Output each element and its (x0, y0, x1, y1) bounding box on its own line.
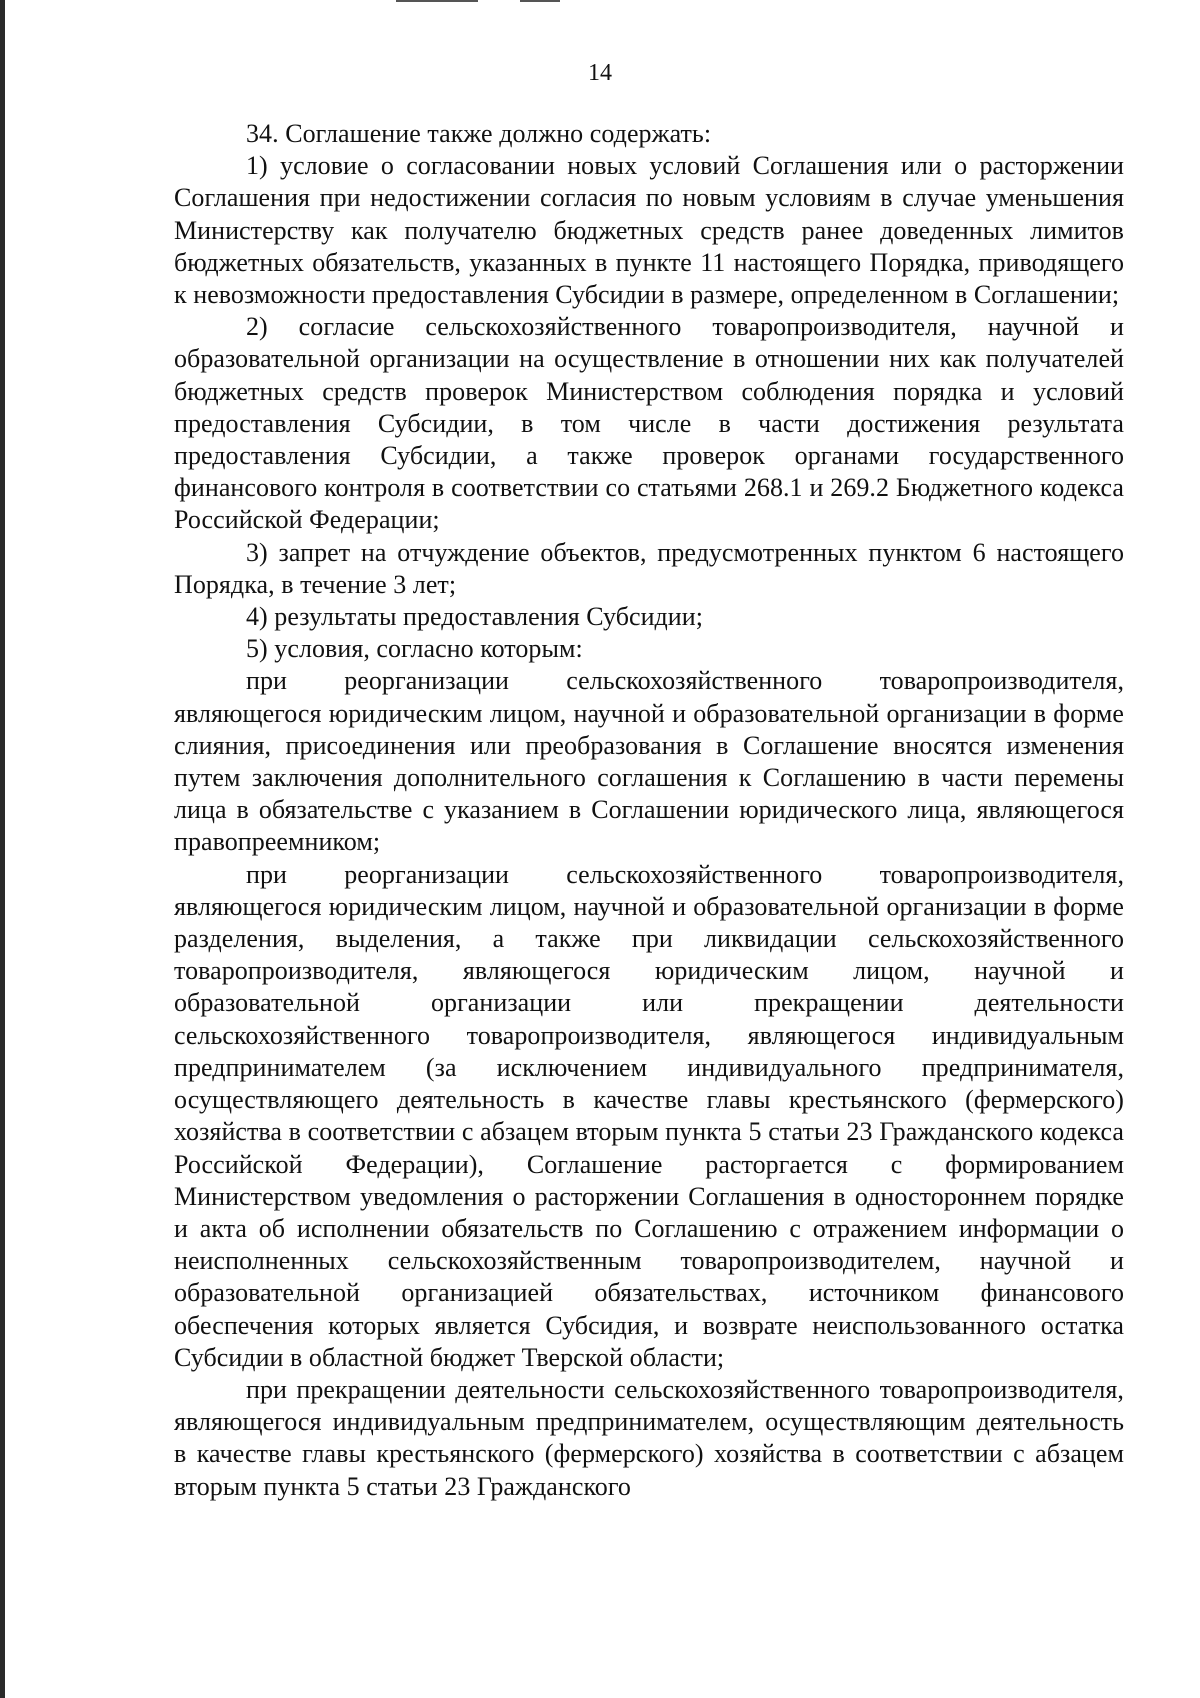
document-body (174, 118, 1124, 1503)
page-number: 14 (588, 60, 612, 86)
paragraph-subitem-4: 4) результаты предоставления Субсидии; (246, 602, 704, 632)
scan-mark (520, 0, 560, 2)
paragraph-subitem-2: 2) согласие сельскохозяйственного товаропроизводителя, научной и образовательной организации на осуществление в отношении них как получателей бюджетных средств проверок Министерством соблюдения порядка и условий предоставления Субсидии, в том числе в части достижения результата предоставления Субсидии, а также проверок органами государственного финансового контроля в соответствии со статьями 268.1 и 269.2 Бюджетного кодекса Российской Федерации; (174, 312, 1124, 535)
scan-edge (0, 0, 5, 1698)
paragraph-condition-merger: при реорганизации сельскохозяйственного товаропроизводителя, являющегося юридическим лицом, научной и образовательной организации в форме слияния, присоединения или преобразования в Соглашение вносятся изменения путем заключения дополнительного соглашения к Соглашению в части перемены лица в обязательстве с указанием в Соглашении юридического лица, являющегося правопреемником; (174, 666, 1124, 857)
paragraph-condition-farm-head: при прекращении деятельности сельскохозяйственного товаропроизводителя, являющегося индивидуальным предпринимателем, осуществляющим деятельность в качестве главы крестьянского (фермерского) хозяйства в соответствии с абзацем вторым пункта 5 статьи 23 Гражданского (174, 1374, 1124, 1501)
paragraph-subitem-1: 1) условие о согласовании новых условий Соглашения или о расторжении Соглашения при недостижении согласия по новым условиям в случае уменьшения Министерству как получателю бюджетных средств ранее доведенных лимитов бюджетных обязательств, указанных в пункте 11 настоящего Порядка, приводящего к невозможности предоставления Субсидии в размере, определенном в Соглашении; (174, 151, 1124, 310)
paragraph-subitem-5: 5) условия, согласно которым: (246, 634, 583, 664)
paragraph-subitem-3: 3) запрет на отчуждение объектов, предусмотренных пунктом 6 настоящего Порядка, в течение 3 лет; (174, 537, 1124, 599)
paragraph-condition-division-liquidation: при реорганизации сельскохозяйственного товаропроизводителя, являющегося юридическим лицом, научной и образовательной организации в форме разделения, выделения, а также при ликвидации сельскохозяйственного товаропроизводителя, являющегося юридическим лицом, научной и образовательной организации или прекращении деятельности сельскохозяйственного товаропроизводителя, являющегося индивидуальным предпринимателем (за исключением индивидуального предпринимателя, осуществляющего деятельность в качестве главы крестьянского (фермерского) хозяйства в соответствии с абзацем вторым пункта 5 статьи 23 Гражданского кодекса Российской Федерации), Соглашение расторгается с формированием Министерством уведомления о расторжении Соглашения в одностороннем порядке и акта об исполнении обязательств по Соглашению с отражением информации о неисполненных сельскохозяйственным товаропроизводителем, научной и образовательной организацией обязательствах, источником финансового обеспечения которых является Субсидия, и возврате неиспользованного остатка Субсидии в областной бюджет Тверской области; (174, 859, 1124, 1372)
scan-mark (396, 0, 478, 2)
paragraph-item-34-heading: 34. Соглашение также должно содержать: (246, 119, 712, 148)
